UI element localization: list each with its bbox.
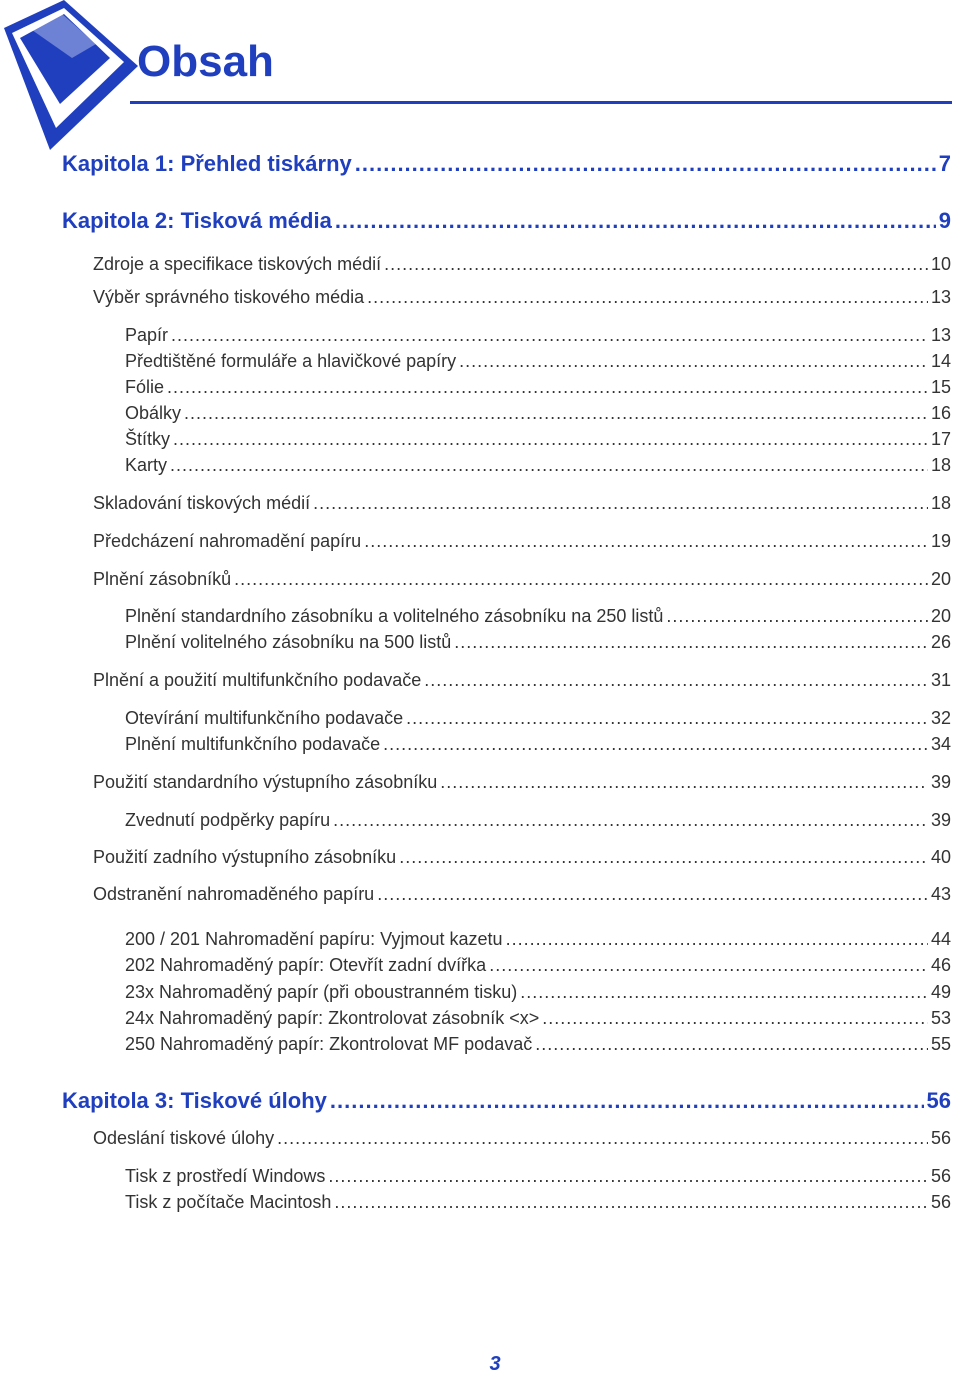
toc-entry-page: 46: [930, 955, 951, 975]
toc-entry[interactable]: [125, 1035, 951, 1053]
toc-entry-page: 9: [938, 208, 951, 233]
toc-entry[interactable]: [93, 848, 951, 866]
toc-entry-label: 250 Nahromaděný papír: Zkontrolovat MF podavač: [125, 1034, 533, 1054]
toc-entry-label: Kapitola 1: Přehled tiskárny: [62, 151, 352, 176]
toc-entry-page: 43: [930, 884, 951, 904]
toc-dot-leader: [234, 570, 928, 588]
toc-dot-leader: [170, 456, 928, 474]
toc-dot-leader: [171, 326, 928, 344]
toc-entry[interactable]: [125, 956, 951, 974]
toc-entry-page: 15: [930, 377, 951, 397]
toc-entry-page: 39: [930, 772, 951, 792]
toc-entry[interactable]: [93, 494, 951, 512]
toc-entry[interactable]: [125, 930, 951, 948]
toc-dot-leader: [330, 1090, 924, 1112]
toc-dot-leader: [424, 671, 928, 689]
toc-entry-page: 56: [926, 1088, 951, 1113]
toc-dot-leader: [520, 983, 928, 1001]
toc-entry[interactable]: [93, 532, 951, 550]
toc-entry[interactable]: [125, 607, 951, 625]
toc-entry-page: 19: [930, 531, 951, 551]
toc-entry-label: Skladování tiskových médií: [93, 493, 311, 513]
toc-dot-leader: [277, 1129, 928, 1147]
toc-dot-leader: [384, 255, 928, 273]
toc-entry-label: Použití zadního výstupního zásobníku: [93, 847, 397, 867]
toc-entry-label: Zvednutí podpěrky papíru: [125, 810, 331, 830]
toc-entry-label: Výběr správného tiskového média: [93, 287, 365, 307]
toc-entry-page: 56: [930, 1192, 951, 1212]
toc-entry-page: 34: [930, 734, 951, 754]
toc-entry-page: 39: [930, 810, 951, 830]
toc-entry-label: 200 / 201 Nahromadění papíru: Vyjmout kazetu: [125, 929, 503, 949]
toc-dot-leader: [535, 1035, 928, 1053]
toc-entry-label: Plnění multifunkčního podavače: [125, 734, 381, 754]
toc-entry-page: 13: [930, 325, 951, 345]
toc-dot-leader: [355, 153, 936, 175]
toc-entry-page: 26: [930, 632, 951, 652]
toc-entry-label: Odeslání tiskové úlohy: [93, 1128, 275, 1148]
toc-dot-leader: [506, 930, 928, 948]
title-rule: [130, 101, 952, 104]
toc-dot-leader: [313, 494, 928, 512]
toc-dot-leader: [367, 288, 928, 306]
toc-entry-page: 13: [930, 287, 951, 307]
toc-entry-label: Otevírání multifunkčního podavače: [125, 708, 404, 728]
toc-entry[interactable]: [93, 1129, 951, 1147]
toc-entry[interactable]: [93, 773, 951, 791]
toc-dot-leader: [459, 352, 928, 370]
toc-entry-label: Plnění volitelného zásobníku na 500 listů: [125, 632, 452, 652]
toc-dot-leader: [440, 773, 928, 791]
toc-dot-leader: [184, 404, 928, 422]
toc-entry-page: 18: [930, 493, 951, 513]
toc-entry[interactable]: [125, 430, 951, 448]
toc-entry-page: 16: [930, 403, 951, 423]
toc-chapter-entry[interactable]: [62, 153, 951, 175]
toc-entry-label: Plnění a použití multifunkčního podavače: [93, 670, 422, 690]
toc-entry-page: 32: [930, 708, 951, 728]
toc-entry-label: Tisk z prostředí Windows: [125, 1166, 326, 1186]
toc-entry[interactable]: [125, 378, 951, 396]
toc-entry-label: Předcházení nahromadění papíru: [93, 531, 362, 551]
toc-entry-label: Štítky: [125, 429, 171, 449]
toc-dot-leader: [399, 848, 928, 866]
toc-entry[interactable]: [125, 404, 951, 422]
toc-entry-page: 17: [930, 429, 951, 449]
toc-entry[interactable]: [125, 983, 951, 1001]
lexmark-diamond-logo-icon: [0, 0, 140, 150]
toc-entry[interactable]: [93, 288, 951, 306]
toc-entry[interactable]: [125, 326, 951, 344]
toc-entry-page: 40: [930, 847, 951, 867]
toc-dot-leader: [377, 885, 928, 903]
toc-entry[interactable]: [125, 1009, 951, 1027]
toc-entry-page: 44: [930, 929, 951, 949]
toc-entry-page: 18: [930, 455, 951, 475]
toc-dot-leader: [489, 956, 928, 974]
toc-entry[interactable]: [125, 633, 951, 651]
toc-entry[interactable]: [93, 671, 951, 689]
toc-chapter-entry[interactable]: [62, 1090, 951, 1112]
toc-entry[interactable]: [125, 735, 951, 753]
toc-entry-page: 49: [930, 982, 951, 1002]
toc-dot-leader: [542, 1009, 928, 1027]
toc-entry-page: 53: [930, 1008, 951, 1028]
toc-entry-page: 56: [930, 1128, 951, 1148]
toc-entry-label: 202 Nahromaděný papír: Otevřít zadní dvířka: [125, 955, 487, 975]
toc-entry[interactable]: [125, 709, 951, 727]
toc-dot-leader: [383, 735, 928, 753]
toc-entry-label: Plnění standardního zásobníku a volitelného zásobníku na 250 listů: [125, 606, 664, 626]
toc-entry[interactable]: [125, 456, 951, 474]
toc-dot-leader: [173, 430, 928, 448]
toc-entry-label: 23x Nahromaděný papír (při oboustranném tisku): [125, 982, 518, 1002]
toc-entry-label: 24x Nahromaděný papír: Zkontrolovat zásobník <x>: [125, 1008, 540, 1028]
page-title: Obsah: [137, 37, 274, 86]
toc-entry-label: Předtištěné formuláře a hlavičkové papíry: [125, 351, 457, 371]
toc-dot-leader: [406, 709, 928, 727]
toc-entry[interactable]: [125, 352, 951, 370]
footer-page-number: 3: [489, 1353, 501, 1375]
toc-entry[interactable]: [125, 1193, 951, 1211]
toc-entry-label: Kapitola 3: Tiskové úlohy: [62, 1088, 327, 1113]
toc-entry-label: Obálky: [125, 403, 182, 423]
toc-entry-page: 56: [930, 1166, 951, 1186]
toc-dot-leader: [167, 378, 928, 396]
toc-chapter-entry[interactable]: [62, 210, 951, 232]
toc-entry-label: Karty: [125, 455, 168, 475]
toc-dot-leader: [666, 607, 928, 625]
toc-entry-label: Kapitola 2: Tisková média: [62, 208, 332, 233]
toc-entry[interactable]: [125, 1167, 951, 1185]
toc-dot-leader: [328, 1167, 928, 1185]
toc-entry-label: Papír: [125, 325, 169, 345]
toc-entry-page: 31: [930, 670, 951, 690]
toc-entry-label: Plnění zásobníků: [93, 569, 232, 589]
toc-entry[interactable]: [93, 255, 951, 273]
toc-entry[interactable]: [93, 570, 951, 588]
toc-entry[interactable]: [93, 885, 951, 903]
toc-entry-label: Použití standardního výstupního zásobníku: [93, 772, 438, 792]
toc-dot-leader: [454, 633, 928, 651]
toc-entry-page: 20: [930, 606, 951, 626]
toc-entry-label: Tisk z počítače Macintosh: [125, 1192, 332, 1212]
toc-entry-label: Zdroje a specifikace tiskových médií: [93, 254, 382, 274]
toc-dot-leader: [334, 1193, 928, 1211]
toc-entry-page: 55: [930, 1034, 951, 1054]
toc-entry[interactable]: [125, 811, 951, 829]
toc-entry-label: Odstranění nahromaděného papíru: [93, 884, 375, 904]
toc-entry-page: 14: [930, 351, 951, 371]
toc-dot-leader: [335, 210, 936, 232]
toc-entry-page: 20: [930, 569, 951, 589]
toc-dot-leader: [364, 532, 928, 550]
toc-entry-page: 7: [938, 151, 951, 176]
toc-entry-label: Fólie: [125, 377, 165, 397]
toc-dot-leader: [333, 811, 928, 829]
toc-entry-page: 10: [930, 254, 951, 274]
